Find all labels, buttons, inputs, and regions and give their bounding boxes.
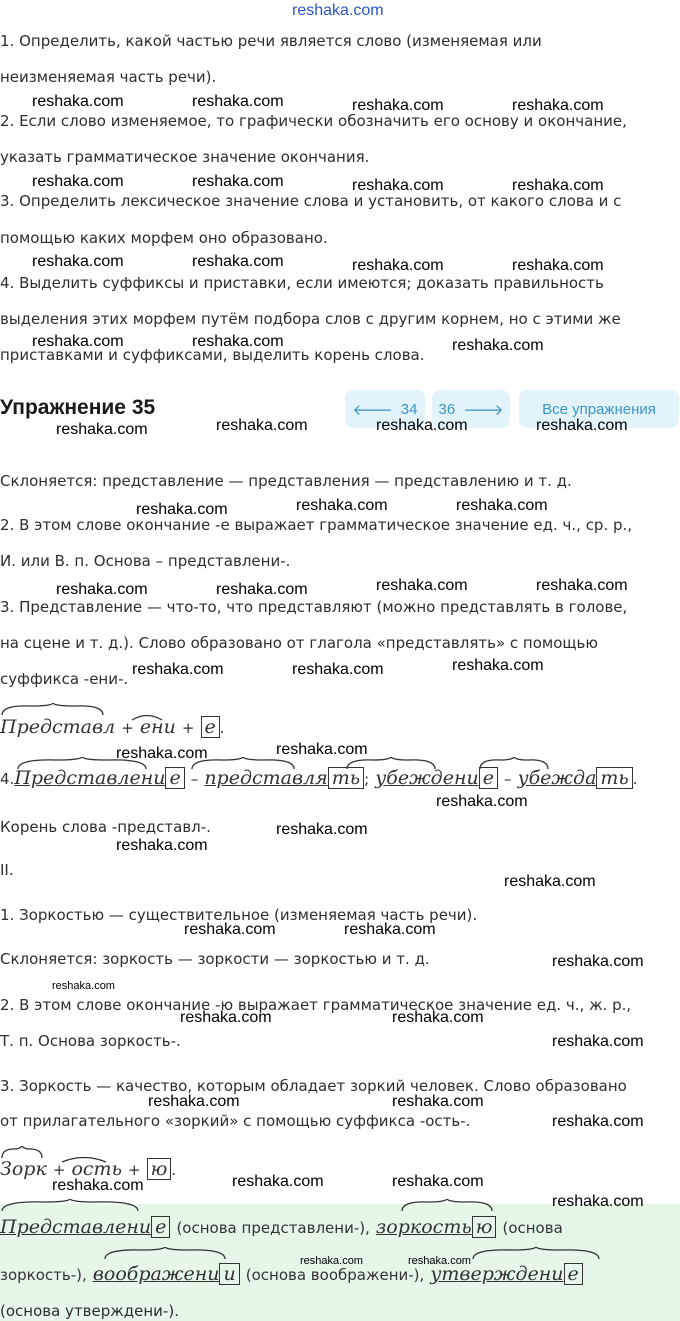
watermark: reshaka.com <box>192 253 284 270</box>
watermark: reshaka.com <box>352 257 444 274</box>
watermark: reshaka.com <box>392 1173 484 1190</box>
watermark: reshaka.com <box>116 745 208 762</box>
watermark: reshaka.com <box>376 577 468 594</box>
watermark: reshaka.com <box>192 173 284 190</box>
plan-line-6: помощью каких морфем оно образовано. <box>0 229 328 247</box>
watermark: reshaka.com <box>456 497 548 514</box>
watermark: reshaka.com <box>512 177 604 194</box>
watermark: reshaka.com <box>52 980 115 992</box>
stem-arc-icon <box>471 1247 601 1261</box>
part2-p1: 1. Зоркостью — существительное (изменяемая часть речи). <box>0 906 478 924</box>
answer-line-1: Представлени е (основа представлени-), зоркость ю (основа <box>0 1216 563 1238</box>
watermark: reshaka.com <box>192 93 284 110</box>
stem-arc-icon <box>400 1199 494 1213</box>
watermark: reshaka.com <box>552 1113 644 1130</box>
plan-line-4: указать грамматическое значение окончания. <box>0 148 370 166</box>
watermark: reshaka.com <box>392 1009 484 1026</box>
watermark: reshaka.com <box>296 497 388 514</box>
watermark: reshaka.com <box>452 657 544 674</box>
watermark: reshaka.com <box>32 253 124 270</box>
part1-p3a: 3. Представление — что-то, что представляют (можно представлять в голове, <box>0 598 628 616</box>
part1-p3b: на сцене и т. д.). Слово образовано от глагола «представлять» с помощью <box>0 634 598 652</box>
site-watermark-top[interactable]: reshaka.com <box>292 2 384 19</box>
stem-arc-icon <box>0 1199 140 1213</box>
watermark: reshaka.com <box>216 581 308 598</box>
watermark: reshaka.com <box>452 337 544 354</box>
watermark: reshaka.com <box>504 873 596 890</box>
watermark: reshaka.com <box>276 741 368 758</box>
part1-p2b: И. или В. п. Основа – представлени-. <box>0 552 291 570</box>
watermark: reshaka.com <box>32 93 124 110</box>
root-line: Корень слова -представл-. <box>0 818 211 836</box>
plan-line-3: 2. Если слово изменяемое, то графически обозначить его основу и окончание, <box>0 112 627 130</box>
watermark: reshaka.com <box>276 821 368 838</box>
watermark: reshaka.com <box>536 577 628 594</box>
watermark: reshaka.com <box>32 173 124 190</box>
watermark: reshaka.com <box>292 661 384 678</box>
watermark: reshaka.com <box>56 581 148 598</box>
next-exercise-label: 36 <box>438 400 456 418</box>
all-exercises-label: Все упражнения <box>542 400 656 418</box>
watermark: reshaka.com <box>148 1093 240 1110</box>
watermark: reshaka.com <box>216 417 308 434</box>
arrow-left-icon: 🡐 <box>352 401 393 419</box>
watermark: reshaka.com <box>300 1255 363 1267</box>
plan-line-7: 4. Выделить суффиксы и приставки, если имеются; доказать правильность <box>0 274 604 292</box>
watermark: reshaka.com <box>536 417 628 434</box>
watermark: reshaka.com <box>512 97 604 114</box>
watermark: reshaka.com <box>232 1173 324 1190</box>
plan-line-1: 1. Определить, какой частью речи является слово (изменяемая или <box>0 32 542 50</box>
watermark: reshaka.com <box>344 921 436 938</box>
plan-line-5: 3. Определить лексическое значение слова и установить, от какого слова и с <box>0 192 622 210</box>
morpheme-comparison-line: 4.Представлени е – представля ть ; убеждени е – убежда ть . <box>0 767 638 789</box>
watermark: reshaka.com <box>116 837 208 854</box>
watermark: reshaka.com <box>136 501 228 518</box>
part2-p2b: Т. п. Основа зоркость-. <box>0 1032 181 1050</box>
morpheme-scheme-1: Представл + ени + е . <box>0 716 225 738</box>
watermark: reshaka.com <box>352 177 444 194</box>
answer-line-2: зоркость-), воображени и (основа воображени-), утверждени е <box>0 1263 583 1285</box>
watermark: reshaka.com <box>352 97 444 114</box>
plan-line-9: приставками и суффиксами, выделить корень слова. <box>0 346 425 364</box>
prev-exercise-label: 34 <box>400 400 418 418</box>
part2-p2a: 2. В этом слове окончание -ю выражает грамматическое значение ед. ч., ж. р., <box>0 996 632 1014</box>
watermark: reshaka.com <box>552 953 644 970</box>
watermark: reshaka.com <box>436 793 528 810</box>
plan-line-8: выделения этих морфем путём подбора слов с другим корнем, но с этими же <box>0 310 621 328</box>
part2-p3b: от прилагательного «зоркий» с помощью суффикса -ость-. <box>0 1112 471 1130</box>
watermark: reshaka.com <box>192 333 284 350</box>
declension-1: Склоняется: представление — представления — представлению и т. д. <box>0 472 572 490</box>
root-arc-icon <box>0 703 105 717</box>
watermark: reshaka.com <box>408 1255 471 1267</box>
watermark: reshaka.com <box>376 417 468 434</box>
plan-line-2: неизменяемая часть речи). <box>0 68 217 86</box>
watermark: reshaka.com <box>32 333 124 350</box>
watermark: reshaka.com <box>180 1009 272 1026</box>
declension-2: Склоняется: зоркость — зоркости — зоркостью и т. д. <box>0 950 430 968</box>
watermark: reshaka.com <box>132 661 224 678</box>
ending-box: е <box>201 716 220 738</box>
morpheme-scheme-2: Зорк + ость + ю . <box>0 1158 177 1180</box>
part1-p2a: 2. В этом слове окончание -е выражает грамматическое значение ед. ч., ср. р., <box>0 516 633 534</box>
watermark: reshaka.com <box>56 421 148 438</box>
exercise-title: Упражнение 35 <box>0 396 156 419</box>
watermark: reshaka.com <box>512 257 604 274</box>
watermark: reshaka.com <box>184 921 276 938</box>
watermark: reshaka.com <box>392 1093 484 1110</box>
stem-arc-icon <box>103 1247 227 1261</box>
part1-p3c: суффикса -ени-. <box>0 670 129 688</box>
watermark: reshaka.com <box>552 1193 644 1210</box>
part2-p3a: 3. Зоркость — качество, которым обладает зоркий человек. Слово образовано <box>0 1077 627 1095</box>
watermark: reshaka.com <box>552 1033 644 1050</box>
arrow-right-icon: 🡒 <box>463 401 504 419</box>
answer-line-3: (основа утверждени-). <box>0 1302 179 1320</box>
watermark: reshaka.com <box>52 1177 144 1194</box>
part2-roman: II. <box>0 861 14 879</box>
